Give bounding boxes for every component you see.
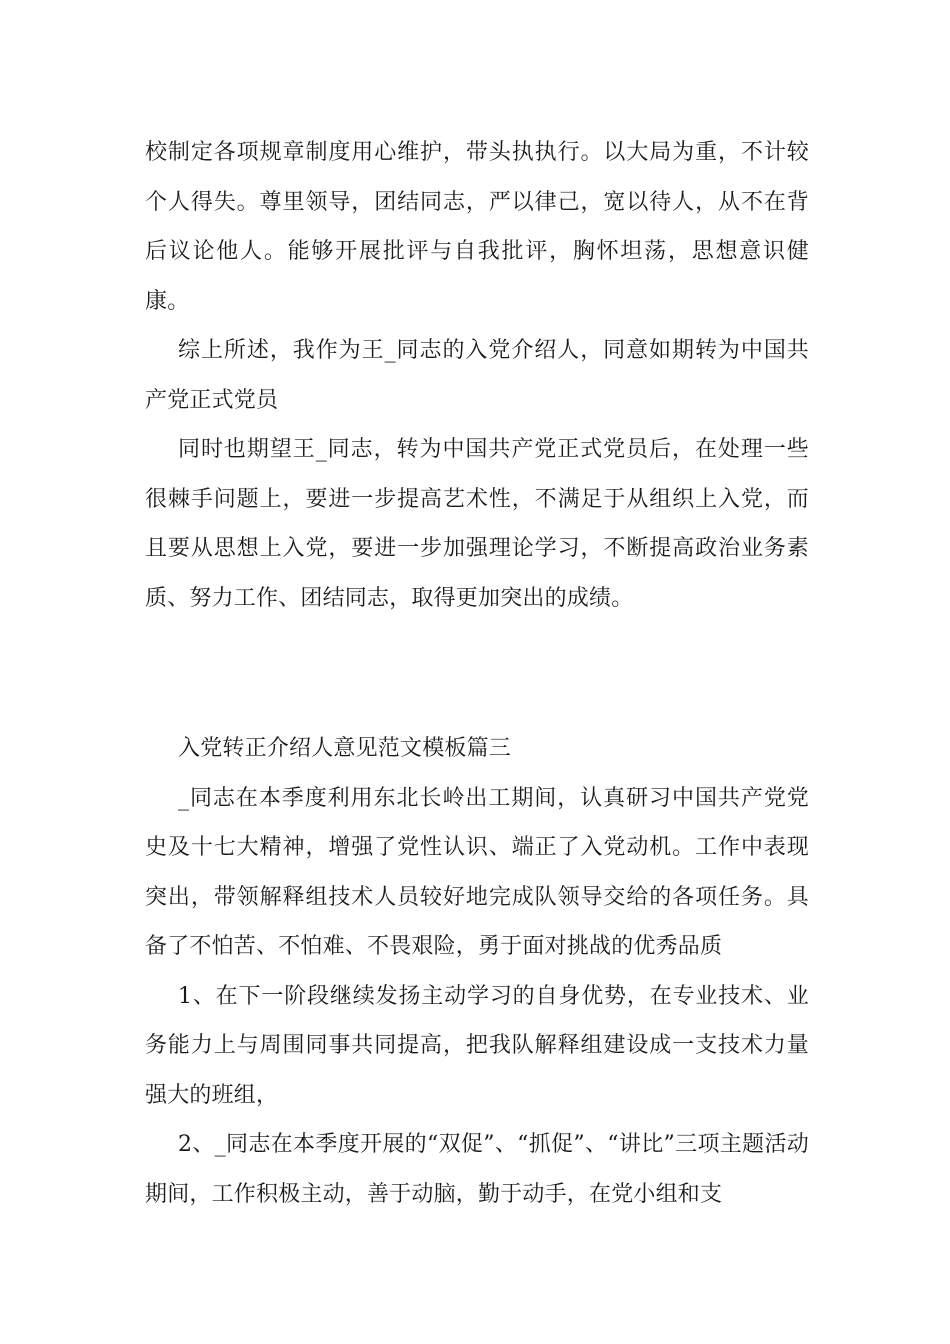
paragraph-1: 校制定各项规章制度用心维护，带头执执行。以大局为重，不计较个人得失。尊里领导，团结同志，严以律己，宽以待人，从不在背后议论他人。能够开展批评与自我批评，胸怀坦荡，思想意识健康。 <box>145 140 809 314</box>
paragraph-3: 同时也期望王_同志，转为中国共产党正式党员后，在处理一些很棘手问题上，要进一步提高艺术性，不满足于从组织上入党，而且要从思想上入党，要进一步加强理论学习，不断提高政治业务素质、努力工作、团结同志，取得更加突出的成绩。 <box>145 437 809 611</box>
paragraph-5: 1、在下一阶段继续发扬主动学习的自身优势，在专业技术、业务能力上与周围同事共同提高，把我队解释组建设成一支技术力量强大的班组， <box>145 983 809 1108</box>
paragraph-6: 2、_同志在本季度开展的“双促”、“抓促”、“讲比”三项主题活动期间，工作积极主动，善于动脑，勤于动手，在党小组和支 <box>145 1132 809 1207</box>
section-title: 入党转正介绍人意见范文模板篇三 <box>178 736 512 761</box>
paragraph-4: _同志在本季度利用东北长岭出工期间，认真研习中国共产党党史及十七大精神，增强了党性认识、端正了入党动机。工作中表现突出，带领解释组技术人员较好地完成队领导交给的各项任务。具备了不怕苦、不怕难、不畏艰险，勇于面对挑战的优秀品质 <box>145 785 809 959</box>
section-spacer <box>145 623 809 724</box>
document-body <box>145 128 809 1219</box>
paragraph-2: 综上所述，我作为王_同志的入党介绍人，同意如期转为中国共产党正式党员 <box>145 338 809 413</box>
